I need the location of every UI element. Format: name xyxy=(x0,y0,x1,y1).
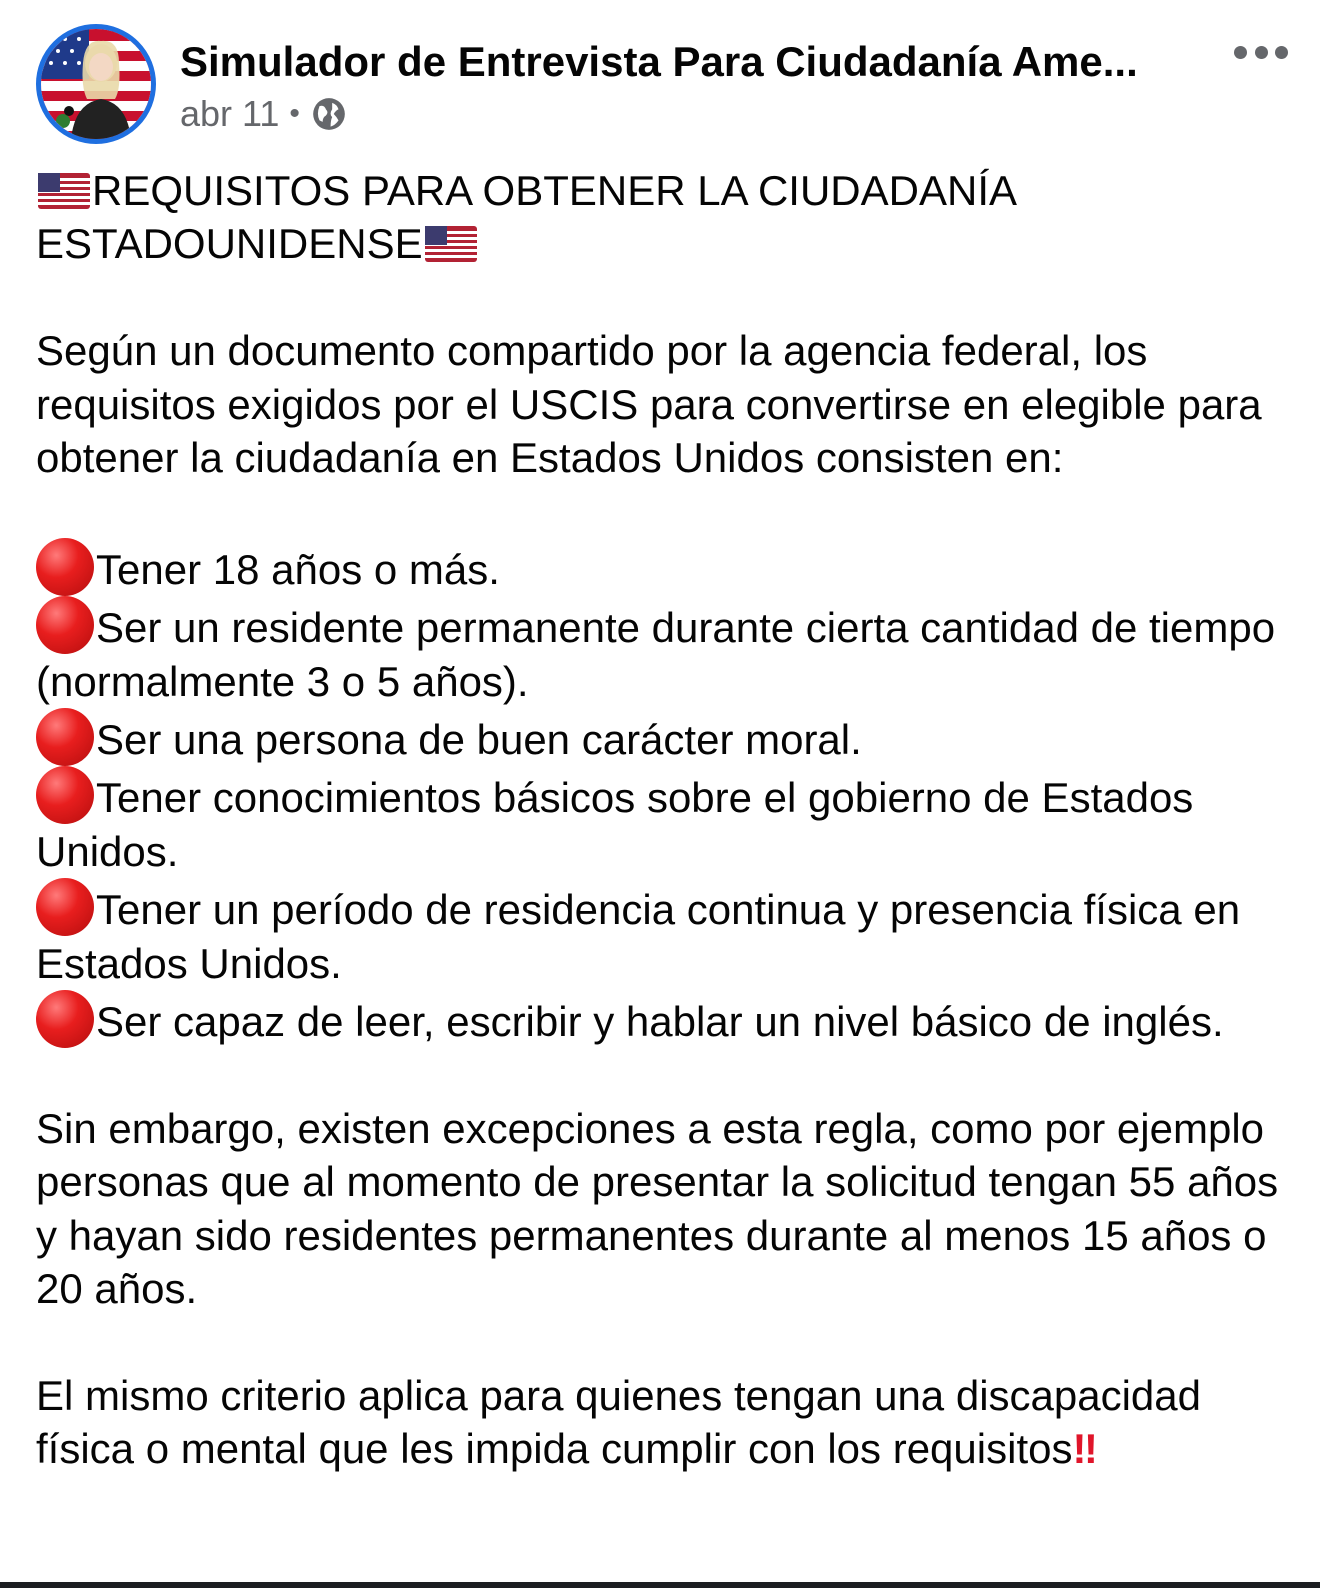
page-name-link[interactable]: Simulador de Entrevista Para Ciudadanía Ame... xyxy=(180,38,1138,85)
us-flag-icon xyxy=(38,173,90,209)
bottom-divider xyxy=(0,1582,1320,1588)
double-exclamation-icon: ‼ xyxy=(1072,1425,1094,1473)
requirements-list xyxy=(36,538,1286,1049)
list-item: Ser un residente permanente durante cierta cantidad de tiempo (normalmente 3 o 5 años). xyxy=(36,596,1286,708)
list-item: Ser una persona de buen carácter moral. xyxy=(36,708,1286,766)
list-item: Tener conocimientos básicos sobre el gobierno de Estados Unidos. xyxy=(36,766,1286,878)
post-title-line1: REQUISITOS PARA OBTENER LA CIUDADANÍA xyxy=(92,167,1018,214)
globe-icon xyxy=(310,95,348,133)
red-circle-icon xyxy=(36,766,94,824)
more-options-icon[interactable] xyxy=(1226,32,1296,72)
red-circle-icon xyxy=(36,708,94,766)
more-dot xyxy=(1255,46,1268,59)
post-header xyxy=(36,22,1296,146)
post-title xyxy=(36,164,1286,271)
post-meta xyxy=(180,92,348,136)
red-circle-icon xyxy=(36,990,94,1048)
red-circle-icon xyxy=(36,538,94,596)
avatar-image xyxy=(41,29,151,139)
more-dot xyxy=(1275,46,1288,59)
post-title-line2: ESTADOUNIDENSE xyxy=(36,220,423,268)
list-item: Tener un período de residencia continua y presencia física en Estados Unidos. xyxy=(36,878,1286,990)
list-item: Tener 18 años o más. xyxy=(36,538,1286,596)
list-item: Ser capaz de leer, escribir y hablar un nivel básico de inglés. xyxy=(36,990,1286,1048)
red-circle-icon xyxy=(36,878,94,936)
red-circle-icon xyxy=(36,596,94,654)
post-intro: Según un documento compartido por la agencia federal, los requisitos exigidos por el USCIS para convertirse en elegible para obtener la ciudadanía en Estados Unidos consisten en: xyxy=(36,327,1262,482)
post-body xyxy=(36,164,1286,1476)
page-avatar[interactable] xyxy=(36,24,156,144)
post-exceptions: Sin embargo, existen excepciones a esta regla, como por ejemplo personas que al momento de presentar la solicitud tengan 55 años y hayan sido residentes permanentes durante al menos 15 años o 20 años. xyxy=(36,1104,1279,1313)
post-closing: El mismo criterio aplica para quienes tengan una discapacidad física o mental que les impida cumplir con los requisitos‼ xyxy=(36,1371,1202,1473)
more-dot xyxy=(1234,46,1247,59)
meta-separator: • xyxy=(289,97,300,130)
us-flag-icon xyxy=(425,226,477,262)
post-date[interactable]: abr 11 xyxy=(180,93,280,134)
